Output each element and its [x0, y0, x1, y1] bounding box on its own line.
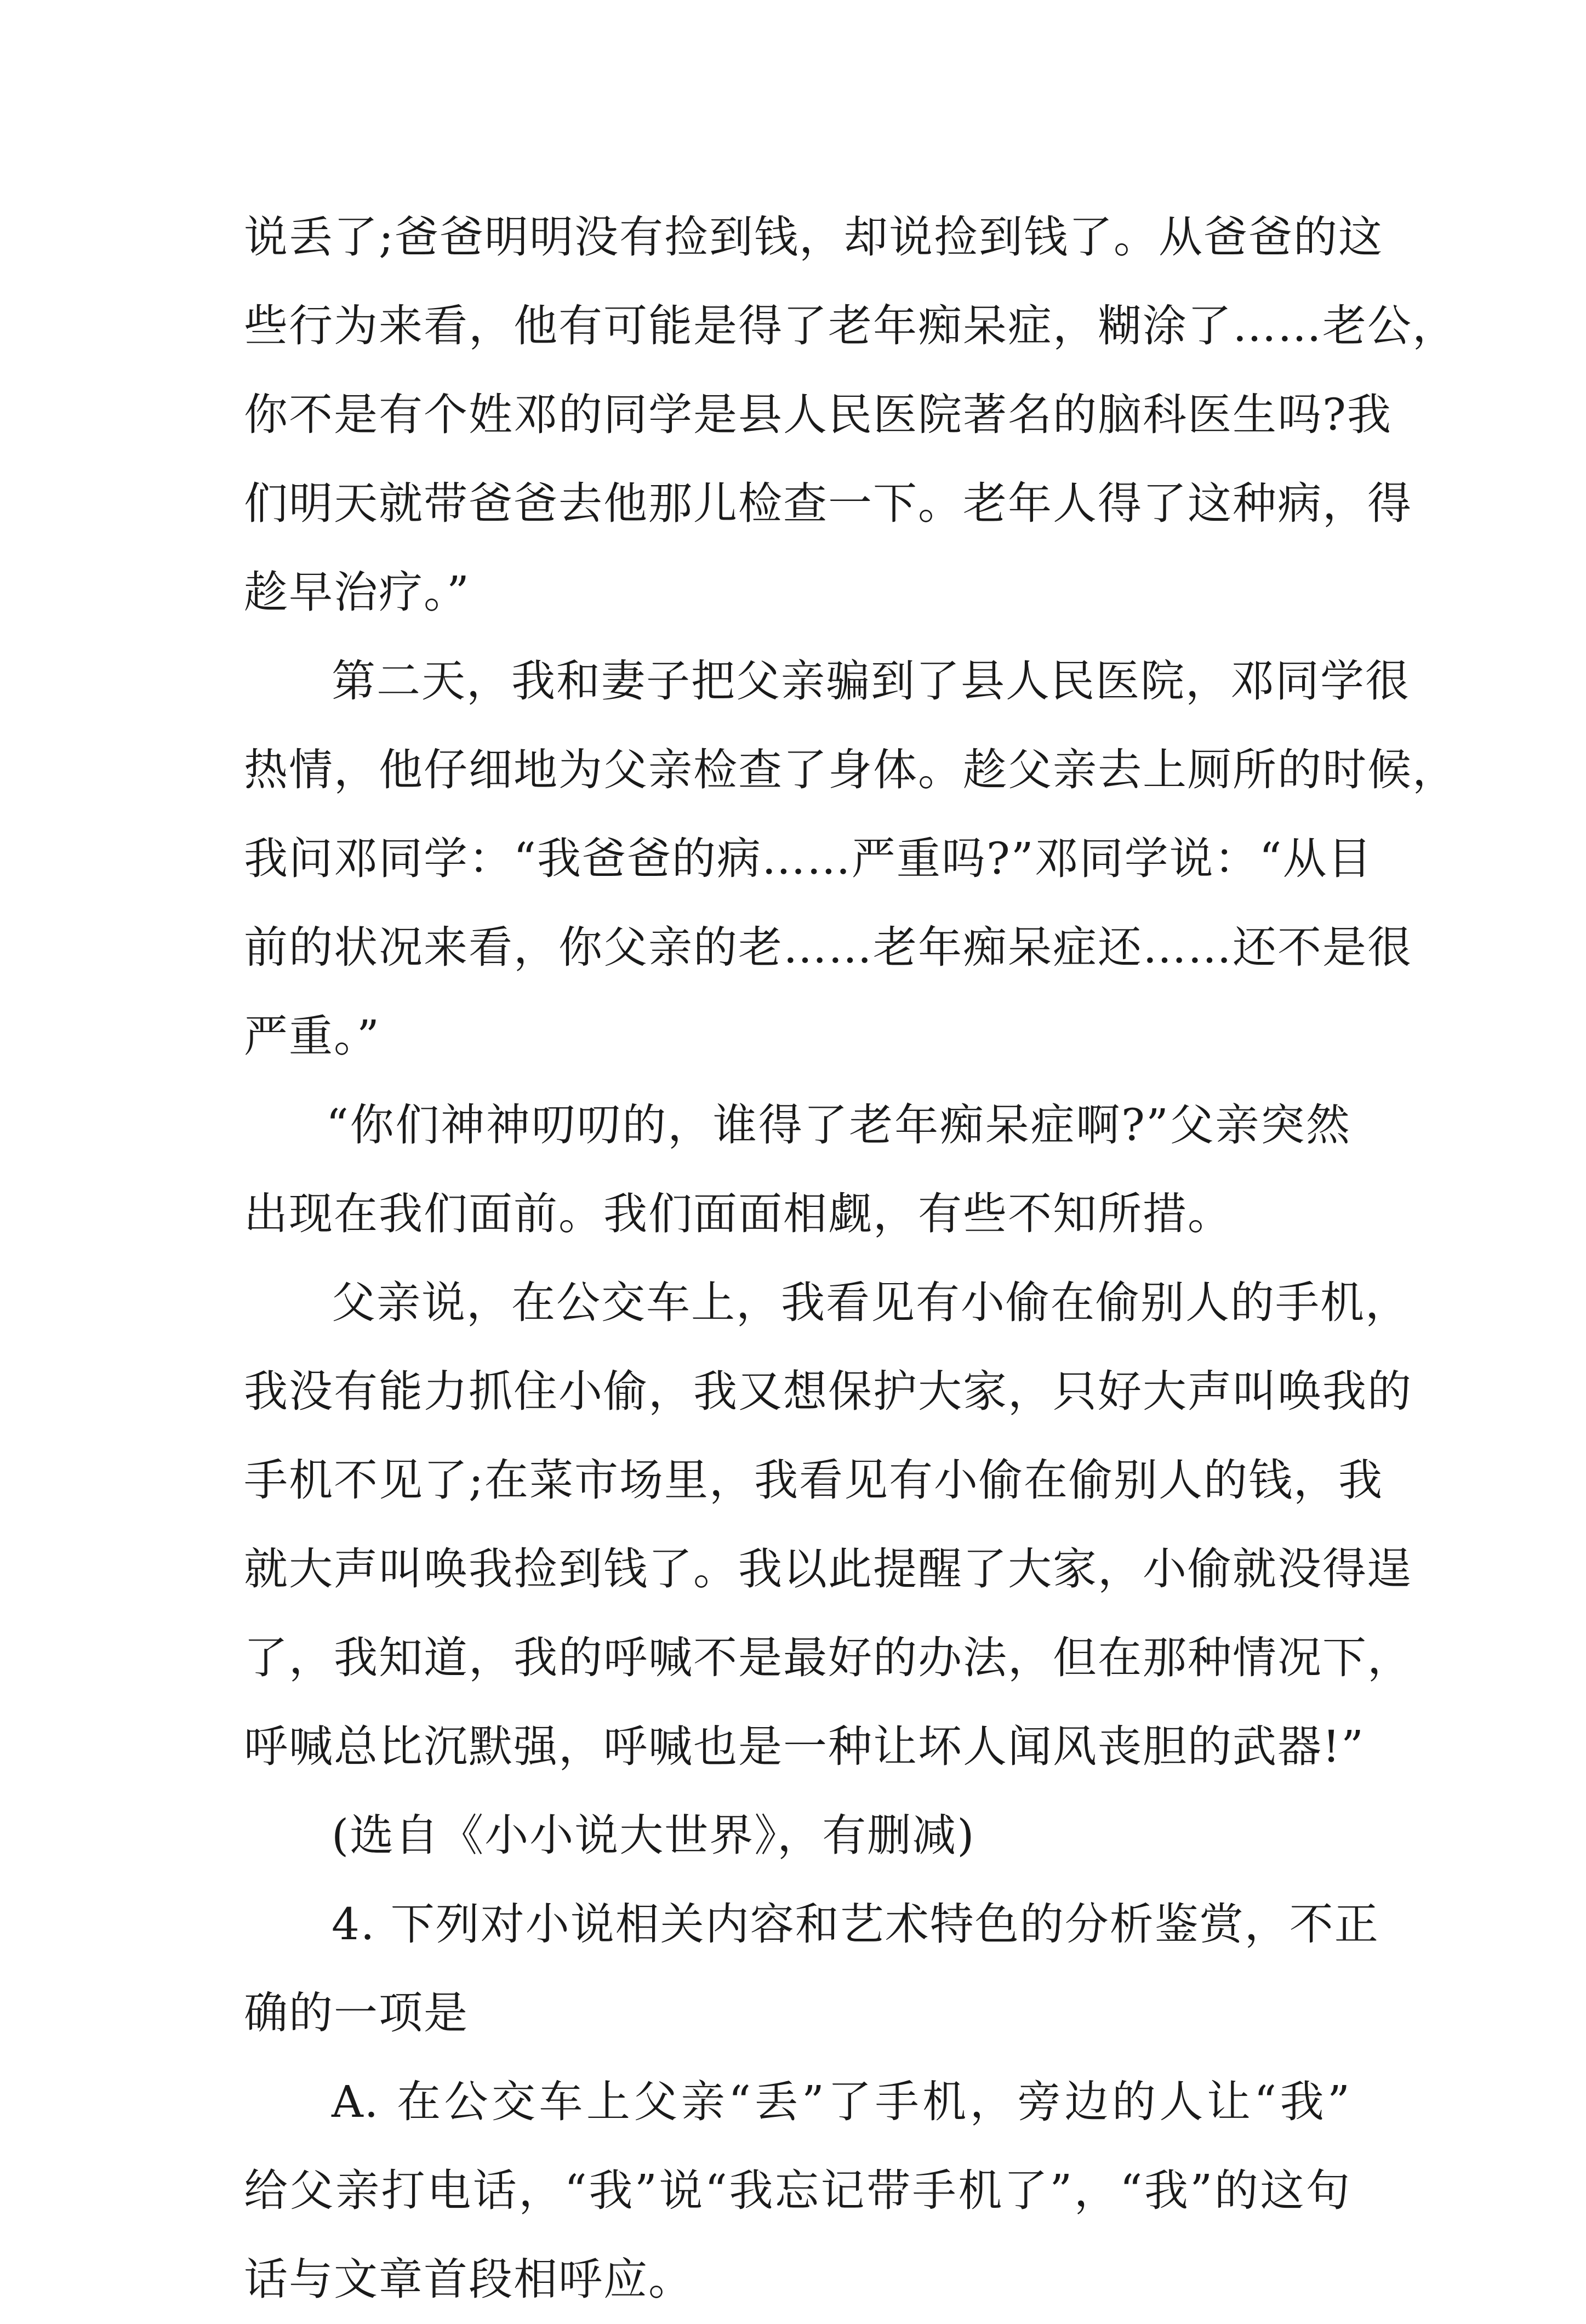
- text-line: 前的状况来看，你父亲的老……老年痴呆症还……还不是很: [244, 922, 1412, 973]
- option-a-line: A. 在公交车上父亲“丢”了手机，旁边的人让“我”: [332, 2076, 1351, 2127]
- body-text: [244, 193, 1457, 2324]
- question-line: 4. 下列对小说相关内容和艺术特色的分析鉴赏，不正: [332, 1899, 1379, 1950]
- paragraph-start-line: 第二天，我和妻子把父亲骗到了县人民医院，邓同学很: [332, 656, 1410, 707]
- text-line: 就大声叫唤我捡到钱了。我以此提醒了大家，小偷就没得逞: [244, 1543, 1412, 1594]
- option-a-line: 话与文章首段相呼应。: [244, 2254, 693, 2305]
- text-line: 严重。”: [244, 1011, 380, 1062]
- text-line: 我没有能力抓住小偷，我又想保护大家，只好大声叫唤我的: [244, 1366, 1412, 1417]
- paragraph-start-line: “你们神神叨叨的，谁得了老年痴呆症啊?”父亲突然: [326, 1100, 1351, 1150]
- paragraph-start-line: 父亲说，在公交车上，我看见有小偷在偷别人的手机，: [332, 1277, 1410, 1328]
- text-line: 你不是有个姓邓的同学是县人民医院著名的脑科医生吗?我: [244, 389, 1392, 440]
- text-line: 们明天就带爸爸去他那儿检查一下。老年人得了这种病，得: [244, 478, 1412, 529]
- text-line: 些行为来看，他有可能是得了老年痴呆症，糊涂了……老公，: [244, 300, 1457, 351]
- text-line: 呼喊总比沉默强，呼喊也是一种让坏人闻风丧胆的武器!”: [244, 1721, 1365, 1772]
- text-line: 出现在我们面前。我们面面相觑，有些不知所措。: [244, 1188, 1233, 1239]
- question-line: 确的一项是: [244, 1987, 469, 2038]
- text-line: 手机不见了;在菜市场里，我看见有小偷在偷别人的钱，我: [244, 1455, 1383, 1506]
- text-line: 了，我知道，我的呼喊不是最好的办法，但在那种情况下，: [244, 1632, 1412, 1683]
- source-note: (选自《小小说大世界》，有删减): [332, 1810, 975, 1861]
- text-line: 趁早治疗。”: [244, 567, 470, 618]
- text-line: 说丢了;爸爸明明没有捡到钱，却说捡到钱了。从爸爸的这: [244, 212, 1383, 263]
- option-a-line: 给父亲打电话，“我”说“我忘记带手机了”，“我”的这句: [244, 2165, 1351, 2216]
- text-line: 热情，他仔细地为父亲检查了身体。趁父亲去上厕所的时候，: [244, 744, 1457, 795]
- text-line: 我问邓同学：“我爸爸的病……严重吗?”邓同学说：“从目: [244, 833, 1373, 884]
